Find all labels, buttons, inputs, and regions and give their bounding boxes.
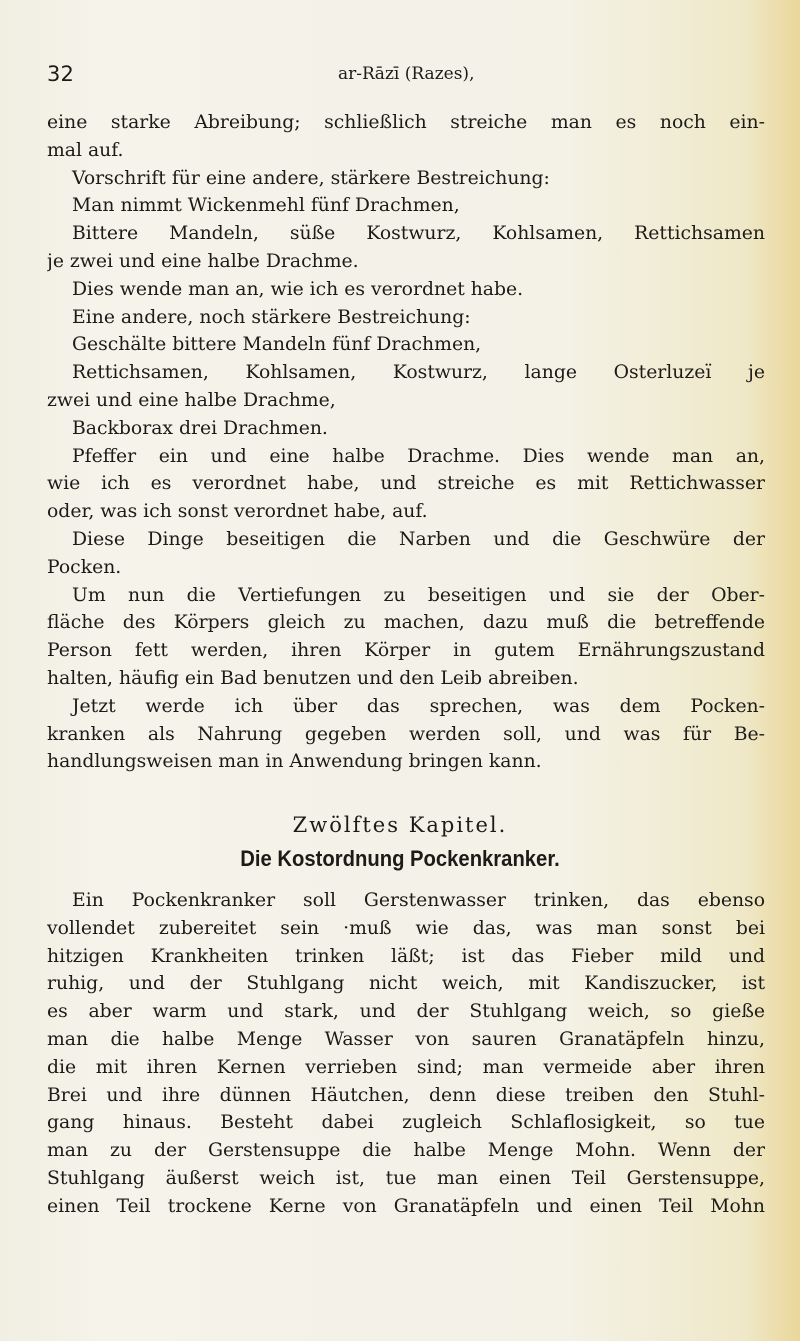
text-line: je zwei und eine halbe Drachme. <box>47 250 359 272</box>
text-line: Brei und ihre dünnen Häutchen, denn diese treiben den Stuhl- <box>47 1084 765 1106</box>
text-line: vollendet zubereitet sein ·muß wie das, was man sonst bei <box>47 917 765 939</box>
text-line: Rettichsamen, Kohlsamen, Kostwurz, lange Osterluzeï je <box>72 362 765 384</box>
text-line: es aber warm und stark, und der Stuhlgang weich, so gieße <box>47 1001 765 1023</box>
chapter-number: Zwölftes Kapitel. <box>292 813 508 837</box>
text-line: Jetzt werde ich über das sprechen, was dem Pocken- <box>72 695 765 717</box>
chapter-text <box>47 887 765 1221</box>
running-head: ar-Rāzī (Razes), <box>338 64 475 84</box>
text-line: Stuhlgang äußerst weich ist, tue man einen Teil Gerstensuppe, <box>47 1167 765 1189</box>
text-line: Man nimmt Wickenmehl fünf Drachmen, <box>72 195 460 217</box>
text-line: Diese Dinge beseitigen die Narben und die Geschwüre der <box>72 528 765 550</box>
text-line: handlungsweisen man in Anwendung bringen kann. <box>47 751 542 773</box>
text-line: Pfeffer ein und eine halbe Drachme. Dies wende man an, <box>72 445 765 467</box>
text-line: Bittere Mandeln, süße Kostwurz, Kohlsamen, Rettichsamen <box>72 223 765 245</box>
text-line: zwei und eine halbe Drachme, <box>47 389 336 411</box>
text-line: Eine andere, noch stärkere Bestreichung: <box>72 306 471 328</box>
text-line: Dies wende man an, wie ich es verordnet habe. <box>72 278 524 300</box>
text-line: einen Teil trockene Kerne von Granatäpfeln und einen Teil Mohn <box>47 1195 765 1217</box>
text-line: mal auf. <box>47 139 124 161</box>
text-line: Backborax drei Drachmen. <box>72 417 328 439</box>
page-header <box>47 62 767 92</box>
text-line: ruhig, und der Stuhlgang nicht weich, mit Kandiszucker, ist <box>47 973 765 995</box>
text-line: oder, was ich sonst verordnet habe, auf. <box>47 501 428 523</box>
text-line: gang hinaus. Besteht dabei zugleich Schlaflosigkeit, so tue <box>47 1112 765 1134</box>
text-line: die mit ihren Kernen verrieben sind; man vermeide aber ihren <box>47 1056 765 1078</box>
page-number: 32 <box>47 62 75 86</box>
text-line: eine starke Abreibung; schließlich streiche man es noch ein- <box>47 112 765 133</box>
body-text <box>47 109 765 776</box>
text-line: Vorschrift für eine andere, stärkere Bestreichung: <box>72 167 550 189</box>
chapter-title: Die Kostordnung Pockenkranker. <box>240 846 560 871</box>
text-line: hitzigen Krankheiten trinken läßt; ist das Fieber mild und <box>47 945 765 967</box>
text-line: wie ich es verordnet habe, und streiche es mit Rettichwasser <box>47 473 765 495</box>
text-line: Person fett werden, ihren Körper in gutem Ernährungszustand <box>47 640 765 662</box>
text-line: kranken als Nahrung gegeben werden soll, und was für Be- <box>47 723 765 745</box>
text-line: Geschälte bittere Mandeln fünf Drachmen, <box>72 334 482 356</box>
text-line: halten, häufig ein Bad benutzen und den Leib abreiben. <box>47 667 579 689</box>
text-line: Pocken. <box>47 556 122 578</box>
text-line: Ein Pockenkranker soll Gerstenwasser trinken, das ebenso <box>72 890 765 911</box>
text-line: fläche des Körpers gleich zu machen, dazu muß die betreffende <box>47 612 765 634</box>
text-line: Um nun die Vertiefungen zu beseitigen und sie der Ober- <box>72 584 765 606</box>
text-line: man die halbe Menge Wasser von sauren Granatäpfeln hinzu, <box>47 1028 765 1050</box>
text-line: man zu der Gerstensuppe die halbe Menge Mohn. Wenn der <box>47 1140 765 1162</box>
